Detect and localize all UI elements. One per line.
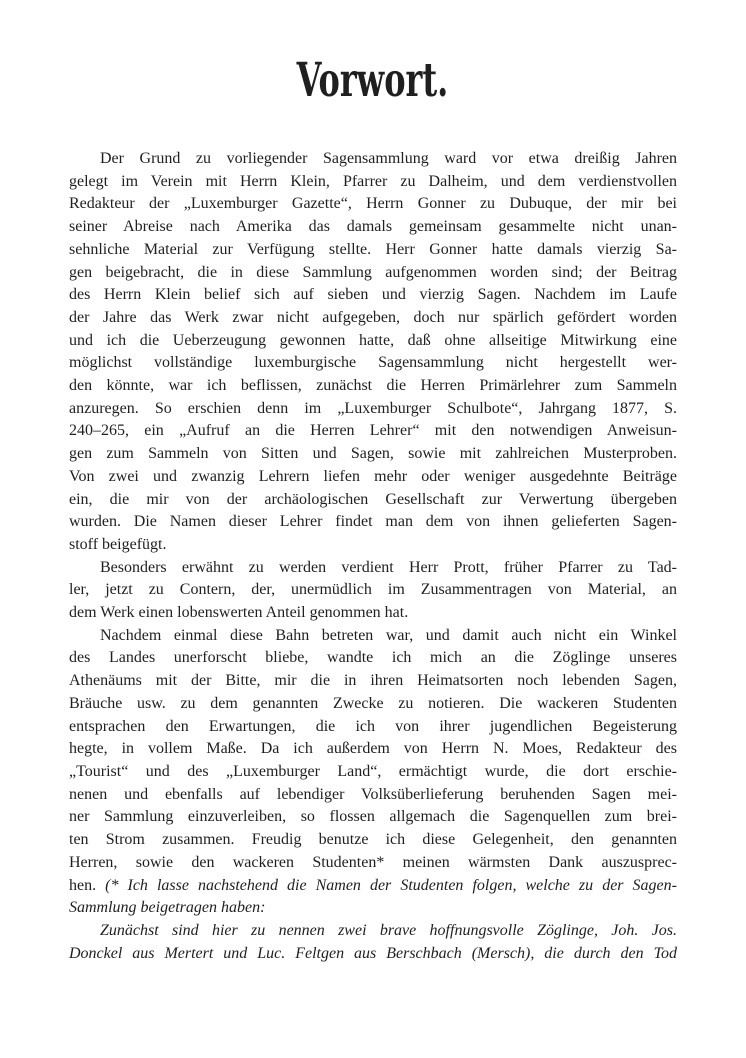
footnote-line: Zunächst sind hier zu nennen zwei brave hoffnungsvolle Zöglinge, Joh. Jos. xyxy=(100,921,677,939)
text-line: wurden. Die Namen dieser Lehrer findet man dem von ihnen gelieferten Sagen- xyxy=(69,513,677,531)
text-line: Von zwei und zwanzig Lehrern liefen mehr oder weniger ausgedehnte Beiträge xyxy=(69,467,677,485)
paragraph-3 xyxy=(69,625,677,920)
text-line: entsprachen den Erwartungen, die ich von ihrer jugendlichen Begeisterung xyxy=(69,717,677,735)
text-line: ten Strom zusammen. Freudig benutze ich diese Gelegenheit, den genannten xyxy=(69,831,677,849)
text-line: ler, jetzt zu Contern, der, unermüdlich im Zusammentragen von Material, an xyxy=(69,581,677,599)
text-line: hegte, in vollem Maße. Da ich außerdem von Herrn N. Moes, Redakteur des xyxy=(69,740,677,758)
text-line: 240–265, ein „Aufruf an die Herren Lehrer“ mit den notwendigen Anweisun- xyxy=(69,422,677,440)
footnote-line: Sammlung beigetragen haben: xyxy=(69,899,266,917)
page-title-text: Vorwort. xyxy=(296,53,449,108)
text-line: des Herrn Klein belief sich auf sieben und vierzig Sagen. Nachdem im Laufe xyxy=(69,286,677,304)
text-line: Nachdem einmal diese Bahn betreten war, und damit auch nicht ein Winkel xyxy=(100,626,677,644)
text-line: Athenäums mit der Bitte, mir die in ihren Heimatsorten noch lebenden Sagen, xyxy=(69,672,677,690)
text-line: gen zum Sammeln von Sitten und Sagen, sowie mit zahlreichen Musterproben. xyxy=(69,445,677,463)
page-body xyxy=(69,148,677,965)
text-line: Herren, sowie den wackeren Studenten* meinen wärmsten Dank auszusprec- xyxy=(69,853,677,871)
text-line: Der Grund zu vorliegender Sagensammlung ward vor etwa dreißig Jahren xyxy=(100,150,677,167)
text-line: möglichst vollständige luxemburgische Sagensammlung nicht hergestellt wer- xyxy=(69,354,677,372)
text-line: Bräuche usw. zu dem genannten Zwecke zu notieren. Die wackeren Studenten xyxy=(69,694,677,712)
text-line: ner Sammlung einzuverleiben, so flossen allgemach die Sagenquellen zum brei- xyxy=(69,808,677,826)
paragraph-1 xyxy=(69,148,677,557)
footnote-run: (* Ich lasse nachstehend die Namen der Studenten folgen, welche zu der Sagen- xyxy=(105,876,677,894)
text-line: „Tourist“ und des „Luxemburger Land“, ermächtigt wurde, die dort erschie- xyxy=(69,762,677,780)
text-line: der Jahre das Werk zwar nicht aufgegeben, doch nur spärlich gefördert worden xyxy=(69,308,677,326)
text-line: des Landes unerforscht bliebe, wandte ich mich an die Zöglinge unseres xyxy=(69,649,677,667)
footnote-line: Donckel aus Mertert und Luc. Feltgen aus Berschbach (Mersch), die durch den Tod xyxy=(69,944,677,962)
text-line: den könnte, war ich beflissen, zunächst die Herren Primärlehrer zum Sammeln xyxy=(69,377,677,395)
text-line: nenen und ebenfalls auf lebendiger Volksüberlieferung beruhenden Sagen mei- xyxy=(69,785,677,803)
page-title xyxy=(69,53,676,108)
text-line: sehnliche Material zur Verfügung stellte. Herr Gonner hatte damals vierzig Sa- xyxy=(69,240,677,258)
paragraph-2 xyxy=(69,557,677,625)
text-line: Besonders erwähnt zu werden verdient Herr Prott, früher Pfarrer zu Tad- xyxy=(100,558,677,576)
text-line-mixed xyxy=(69,875,677,898)
text-line: anzuregen. So erschien denn im „Luxemburger Schulbote“, Jahrgang 1877, S. xyxy=(69,399,677,417)
text-line: ein, die mir von der archäologischen Gesellschaft zur Verwertung übergeben xyxy=(69,490,677,508)
text-line: Redakteur der „Luxemburger Gazette“, Herrn Gonner zu Dubuque, der mir bei xyxy=(69,195,677,213)
paragraph-4 xyxy=(69,920,677,965)
text-line: seiner Abreise nach Amerika das damals gemeinsam gesammelte nicht unan- xyxy=(69,218,677,236)
text-line: und ich die Ueberzeugung gewonnen hatte, daß ohne allseitige Mitwirkung eine xyxy=(69,331,677,349)
text-run: hen. xyxy=(69,876,106,894)
text-line: gelegt im Verein mit Herrn Klein, Pfarrer zu Dalheim, und dem verdienstvollen xyxy=(69,172,677,190)
text-line: dem Werk einen lobenswerten Anteil genommen hat. xyxy=(69,604,409,622)
text-line: gen beigebracht, die in diese Sammlung aufgenommen worden sind; der Beitrag xyxy=(69,263,677,281)
text-line: stoff beigefügt. xyxy=(69,535,167,553)
